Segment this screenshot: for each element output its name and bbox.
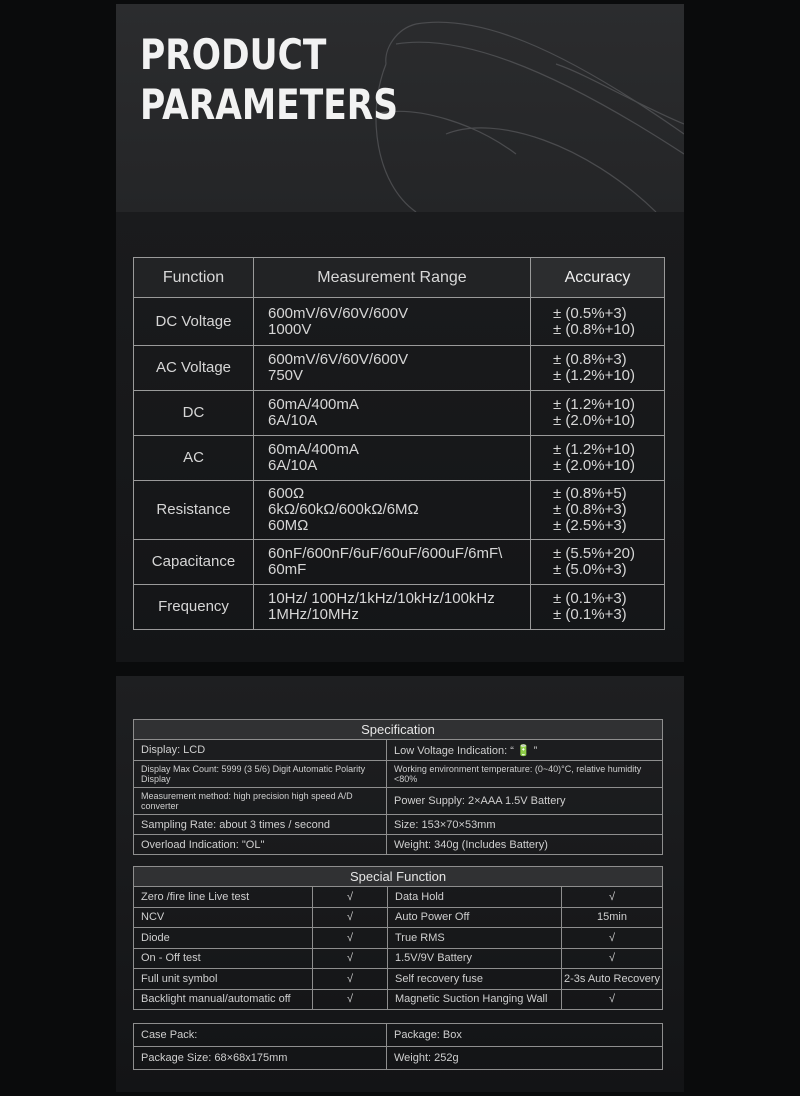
function-cell: DC Voltage (134, 298, 254, 346)
range-cell (254, 346, 531, 391)
spec-right: Weight: 340g (Includes Battery) (387, 835, 663, 855)
parameter-row (134, 346, 665, 391)
package-right: Package: Box (387, 1024, 663, 1047)
feature-right-value: √ (562, 887, 663, 908)
accuracy-line: ± (2.0%+10) (553, 412, 636, 429)
spec-left: Display Max Count: 5999 (3 5/6) Digit Automatic Polarity Display (134, 761, 387, 788)
package-table (133, 1023, 663, 1070)
feature-right: Data Hold (388, 887, 562, 908)
accuracy-line: ± (0.8%+3) (553, 351, 627, 368)
feature-left: On - Off test (134, 948, 313, 969)
special-function-row (134, 989, 663, 1010)
range-line: 6kΩ/60kΩ/600kΩ/6MΩ (268, 501, 419, 518)
function-cell: Frequency (134, 585, 254, 630)
special-function-row (134, 928, 663, 949)
title-line-1: PRODUCT (140, 30, 327, 79)
spec-row (134, 835, 663, 855)
check-mark: √ (313, 969, 388, 990)
function-cell: AC (134, 436, 254, 481)
accuracy-line: ± (0.8%+10) (553, 320, 636, 338)
special-function-table (133, 866, 663, 1010)
package-left: Case Pack: (134, 1024, 387, 1047)
header-function: Function (134, 258, 254, 298)
feature-left: Full unit symbol (134, 969, 313, 990)
special-function-row (134, 907, 663, 928)
check-mark: √ (313, 948, 388, 969)
parameters-table (133, 257, 665, 630)
accuracy-line: ± (0.1%+3) (553, 590, 627, 607)
range-line: 6A/10A (268, 457, 318, 474)
spec-right: Working environment temperature: (0~40)°C, relative humidity <80% (387, 761, 663, 788)
accuracy-line: ± (0.5%+3) (553, 304, 627, 322)
parameter-row (134, 540, 665, 585)
parameter-row (134, 436, 665, 481)
spec-row (134, 761, 663, 788)
range-line: 10Hz/ 100Hz/1kHz/10kHz/100kHz (268, 590, 495, 607)
parameter-row (134, 481, 665, 540)
spec-right: Low Voltage Indication: “ 🔋 ” (387, 740, 663, 761)
spec-row (134, 788, 663, 815)
spec-left: Sampling Rate: about 3 times / second (134, 815, 387, 835)
special-function-row (134, 887, 663, 908)
feature-left: Backlight manual/automatic off (134, 989, 313, 1010)
package-right: Weight: 252g (387, 1047, 663, 1070)
check-mark: √ (313, 989, 388, 1010)
range-cell (254, 481, 531, 540)
feature-right: Magnetic Suction Hanging Wall (388, 989, 562, 1010)
feature-left: Zero /fire line Live test (134, 887, 313, 908)
special-function-row (134, 969, 663, 990)
accuracy-line: ± (5.0%+3) (553, 561, 627, 578)
accuracy-line: ± (1.2%+10) (553, 367, 636, 384)
accuracy-line: ± (2.0%+10) (553, 457, 636, 474)
spec-row (134, 815, 663, 835)
header-range: Measurement Range (254, 258, 531, 298)
specification-table (133, 719, 663, 855)
feature-left: NCV (134, 907, 313, 928)
range-line: 1000V (268, 320, 312, 338)
accuracy-line: ± (5.5%+20) (553, 545, 636, 562)
parameter-row (134, 391, 665, 436)
feature-right: True RMS (388, 928, 562, 949)
range-cell (254, 436, 531, 481)
parameter-row (134, 585, 665, 630)
check-mark: √ (313, 907, 388, 928)
spec-left: Measurement method: high precision high speed A/D converter (134, 788, 387, 815)
accuracy-cell (531, 391, 665, 436)
title-line-2: PARAMETERS (140, 80, 399, 129)
accuracy-line: ± (1.2%+10) (553, 396, 636, 413)
header-accuracy: Accuracy (531, 258, 665, 298)
spec-left: Overload Indication: "OL" (134, 835, 387, 855)
accuracy-cell (531, 585, 665, 630)
range-cell (254, 585, 531, 630)
check-mark: √ (313, 887, 388, 908)
range-line: 750V (268, 367, 304, 384)
accuracy-cell (531, 436, 665, 481)
specification-title: Specification (134, 720, 663, 740)
range-line: 60mF (268, 561, 307, 578)
special-function-row (134, 948, 663, 969)
range-line: 60nF/600nF/6uF/60uF/600uF/6mF\ (268, 545, 503, 562)
parameter-row (134, 298, 665, 346)
function-cell: Resistance (134, 481, 254, 540)
range-line: 60MΩ (268, 517, 309, 534)
accuracy-cell (531, 481, 665, 540)
spec-left: Display: LCD (134, 740, 387, 761)
feature-right-value: 2-3s Auto Recovery (562, 969, 663, 990)
feature-right: Self recovery fuse (388, 969, 562, 990)
range-cell (254, 298, 531, 346)
accuracy-cell (531, 346, 665, 391)
package-row (134, 1047, 663, 1070)
feature-right: Auto Power Off (388, 907, 562, 928)
accuracy-cell (531, 298, 665, 346)
special-function-title: Special Function (134, 867, 663, 887)
package-left: Package Size: 68×68x175mm (134, 1047, 387, 1070)
accuracy-line: ± (0.8%+3) (553, 501, 627, 518)
accuracy-line: ± (0.1%+3) (553, 606, 627, 623)
function-cell: AC Voltage (134, 346, 254, 391)
page-title (140, 30, 398, 130)
feature-right: 1.5V/9V Battery (388, 948, 562, 969)
feature-right-value: √ (562, 948, 663, 969)
range-cell (254, 540, 531, 585)
range-line: 600mV/6V/60V/600V (268, 304, 409, 322)
range-line: 1MHz/10MHz (268, 606, 359, 623)
accuracy-line: ± (2.5%+3) (553, 517, 627, 534)
function-cell: Capacitance (134, 540, 254, 585)
package-row (134, 1024, 663, 1047)
spec-right: Size: 153×70×53mm (387, 815, 663, 835)
check-mark: √ (313, 928, 388, 949)
feature-right-value: √ (562, 989, 663, 1010)
spec-right: Power Supply: 2×AAA 1.5V Battery (387, 788, 663, 815)
range-cell (254, 391, 531, 436)
range-line: 600Ω (268, 485, 305, 502)
accuracy-line: ± (0.8%+5) (553, 485, 627, 502)
spec-row (134, 740, 663, 761)
accuracy-cell (531, 540, 665, 585)
function-cell: DC (134, 391, 254, 436)
feature-right-value: 15min (562, 907, 663, 928)
range-line: 6A/10A (268, 412, 318, 429)
range-line: 600mV/6V/60V/600V (268, 351, 409, 368)
accuracy-line: ± (1.2%+10) (553, 441, 636, 458)
feature-right-value: √ (562, 928, 663, 949)
range-line: 60mA/400mA (268, 396, 359, 413)
range-line: 60mA/400mA (268, 441, 359, 458)
feature-left: Diode (134, 928, 313, 949)
